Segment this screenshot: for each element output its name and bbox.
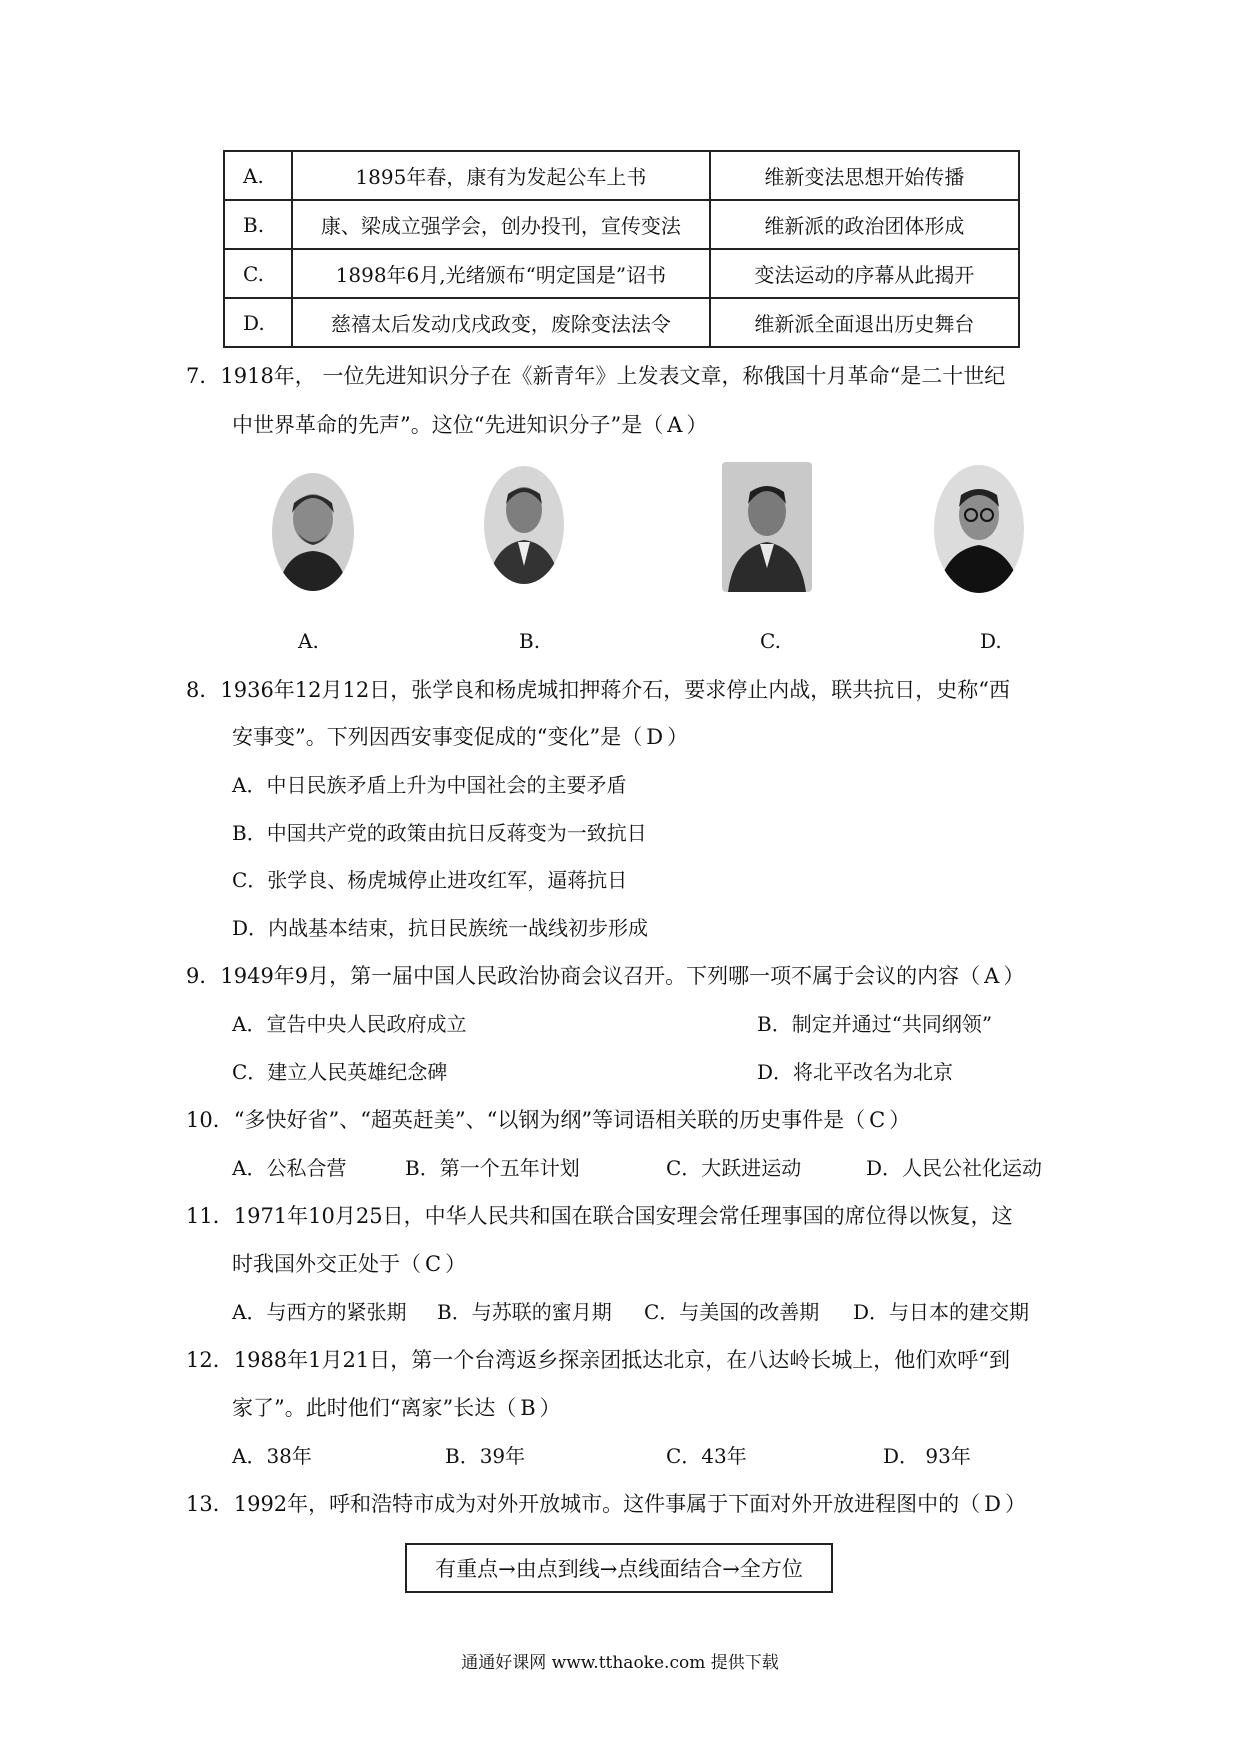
question-7-close: ） [686, 413, 708, 437]
portrait-a-label: A. [298, 629, 319, 653]
question-12-option-d: D． 93年 [883, 1444, 971, 1468]
question-9-option-b: B．制定并通过“共同纲领” [757, 1012, 993, 1036]
portrait-d-label: D. [980, 629, 1002, 653]
question-9-option-d: D．将北平改名为北京 [757, 1060, 954, 1084]
question-9-option-c: C．建立人民英雄纪念碑 [232, 1060, 448, 1084]
question-12-option-b: B．39年 [445, 1444, 526, 1468]
question-9-answer: A [984, 964, 1000, 988]
row-label: A. [224, 151, 292, 200]
portrait-b-label: B. [519, 629, 541, 653]
question-9-option-a: A．宣告中央人民政府成立 [232, 1012, 467, 1036]
table-row [224, 151, 1019, 200]
portrait-a-image [272, 473, 354, 591]
question-10-option-b: B．第一个五年计划 [405, 1156, 580, 1180]
question-8-stem: 安事变”。下列因西安事变促成的“变化”是（ [232, 725, 643, 749]
question-8-close: ） [667, 725, 689, 749]
question-8-answer: D [646, 725, 664, 749]
question-9-text [186, 966, 1024, 987]
row-result: 维新派全面退出历史舞台 [710, 298, 1019, 347]
question-8-option-c: C．张学良、杨虎城停止进攻红军，逼蒋抗日 [232, 868, 628, 892]
question-12-option-c: C．43年 [666, 1444, 747, 1468]
options-table [223, 150, 1020, 348]
portrait-d-image [934, 465, 1024, 593]
question-10-option-d: D．人民公社化运动 [866, 1156, 1043, 1180]
table-row [224, 298, 1019, 347]
question-11-text: 11．1971年10月25日，中华人民共和国在联合国安理会常任理事国的席位得以恢复，这 [186, 1204, 1013, 1228]
question-10-text [186, 1110, 910, 1131]
row-result: 维新变法思想开始传播 [710, 151, 1019, 200]
question-12-stem: 家了”。此时他们“离家”长达（ [232, 1396, 517, 1420]
portrait-b-image [484, 466, 564, 584]
question-9-close: ） [1003, 964, 1025, 988]
question-13-answer: D [984, 1492, 1002, 1516]
question-13-stem: 13．1992年，呼和浩特市成为对外开放城市。这件事属于下面对外开放进程图中的（ [186, 1492, 981, 1516]
row-event: 慈禧太后发动戊戌政变，废除变法法令 [292, 298, 710, 347]
row-event: 1895年春，康有为发起公车上书 [292, 151, 710, 200]
question-8-line2 [232, 727, 688, 748]
row-label: B. [224, 200, 292, 249]
question-11-option-d: D．与日本的建交期 [853, 1300, 1030, 1324]
row-event: 康、梁成立强学会，创办投刊，宣传变法 [292, 200, 710, 249]
question-10-answer: C [869, 1108, 886, 1132]
question-8-text: 8．1936年12月12日，张学良和杨虎城扣押蒋介石，要求停止内战，联共抗日，史称“西 [186, 678, 1010, 702]
portrait-c-label: C. [760, 629, 781, 653]
question-8-option-b: B．中国共产党的政策由抗日反蒋变为一致抗日 [232, 821, 647, 845]
question-10-option-c: C．大跃进运动 [666, 1156, 802, 1180]
question-11-option-a: A．与西方的紧张期 [232, 1300, 407, 1324]
portrait-c-image [722, 462, 812, 592]
question-13-close: ） [1005, 1492, 1027, 1516]
question-11-line2 [232, 1254, 466, 1275]
question-12-line2 [232, 1398, 561, 1419]
opening-up-flow-box: 有重点→由点到线→点线面结合→全方位 [405, 1543, 833, 1593]
question-12-option-a: A．38年 [232, 1444, 312, 1468]
page-footer: 通通好课网 www.tthaoke.com 提供下载 [461, 1653, 779, 1673]
question-7-stem: 中世界革命的先声”。这位“先进知识分子”是（ [232, 413, 664, 437]
question-11-answer: C [425, 1252, 442, 1276]
row-event: 1898年6月,光绪颁布“明定国是”诏书 [292, 249, 710, 298]
question-7-answer: A [667, 413, 683, 437]
question-11-stem: 时我国外交正处于（ [232, 1252, 421, 1276]
question-11-option-c: C．与美国的改善期 [644, 1300, 820, 1324]
row-label: C. [224, 249, 292, 298]
question-7-text: 7．1918年， 一位先进知识分子在《新青年》上发表文章，称俄国十月革命“是二十世纪 [186, 364, 1006, 388]
table-row [224, 249, 1019, 298]
question-11-close: ） [445, 1252, 467, 1276]
question-12-text: 12．1988年1月21日，第一个台湾返乡探亲团抵达北京，在八达岭长城上，他们欢呼“到 [186, 1348, 1010, 1372]
question-10-close: ） [889, 1108, 911, 1132]
question-12-answer: B [520, 1396, 536, 1420]
question-10-option-a: A．公私合营 [232, 1156, 347, 1180]
question-7-line2 [232, 415, 707, 436]
table-row [224, 200, 1019, 249]
question-8-option-d: D．内战基本结束，抗日民族统一战线初步形成 [232, 916, 649, 940]
question-8-option-a: A．中日民族矛盾上升为中国社会的主要矛盾 [232, 773, 627, 797]
question-9-stem: 9．1949年9月，第一届中国人民政治协商会议召开。下列哪一项不属于会议的内容（ [186, 964, 981, 988]
row-result: 维新派的政治团体形成 [710, 200, 1019, 249]
question-10-stem: 10．“多快好省”、“超英赶美”、“以钢为纲”等词语相关联的历史事件是（ [186, 1108, 866, 1132]
question-13-text [186, 1494, 1026, 1515]
row-result: 变法运动的序幕从此揭开 [710, 249, 1019, 298]
question-11-option-b: B．与苏联的蜜月期 [437, 1300, 612, 1324]
question-12-close: ） [539, 1396, 561, 1420]
row-label: D. [224, 298, 292, 347]
